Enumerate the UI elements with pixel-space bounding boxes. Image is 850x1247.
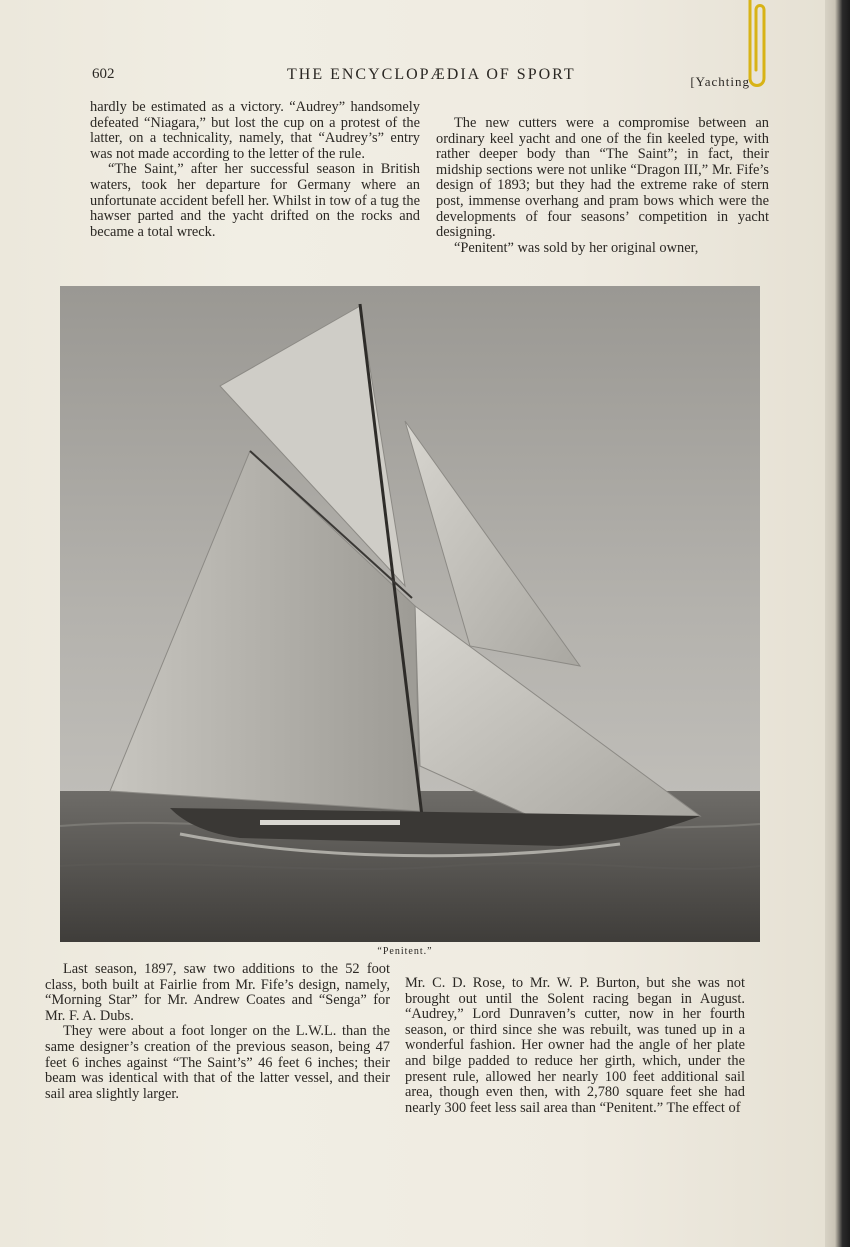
section-tag: [Yachting: [690, 74, 750, 89]
text-column-top-left: [90, 100, 420, 240]
paragraph: The new cutters were a compromise between an ordinary keel yacht and one of the fin keeled type, with rather deeper body than “The Saint”; in fact, their midship sections were not unlike “Dragon III,” Mr. Fife’s design of 1893; but they had the extreme rake of stern post, immense overhang and pram bows which were the developments of four seasons’ competition in yacht designing.: [436, 115, 769, 241]
paragraph: Last season, 1897, saw two additions to the 52 foot class, both built at Fairlie from Mr. Fife’s design, namely, “Morning Star” for Mr. Andrew Coates and “Senga” for Mr. F. A. Dubs.: [45, 961, 390, 1024]
running-title: THE ENCYCLOPÆDIA OF SPORT: [287, 66, 576, 83]
text-column-bottom-right: [405, 976, 745, 1116]
paragraph: “Penitent” was sold by her original owner,: [454, 239, 699, 256]
yacht-photograph: [60, 286, 760, 942]
paragraph: “The Saint,” after her successful season in British waters, took her departure for Germany where an unfortunate accident befell her. Whilst in tow of a tug the hawser parted and the yacht drifted on the rocks and became a total wreck.: [90, 161, 420, 240]
text-column-bottom-left: [45, 962, 390, 1102]
paragraph: They were about a foot longer on the L.W.L. than the same designer’s creation of the previous season, being 47 feet 6 inches against “The Saint’s” 46 feet 6 inches; their beam was identical with that of the latter vessel, and their sail area slightly larger.: [45, 1023, 390, 1102]
page-header: [92, 66, 750, 90]
book-binding-edge: [825, 0, 850, 1247]
paper-clip-icon: [742, 0, 772, 92]
yacht-illustration: [60, 286, 760, 942]
figure-caption: “Penitent.”: [377, 946, 433, 957]
text-column-top-right: [436, 116, 769, 256]
paragraph: hardly be estimated as a victory. “Audrey” handsomely defeated “Niagara,” but lost the cup on a protest of the latter, on a technicality, namely, that “Audrey’s” entry was not made according to the letter of the rule.: [90, 99, 420, 162]
paragraph: Mr. C. D. Rose, to Mr. W. P. Burton, but she was not brought out until the Solent racing began in August. “Audrey,” Lord Dunraven’s cutter, now in her fourth season, or third since she was rebuilt, was tuned up in a wonderful fashion. Her owner had the angle of her plate and bilge padded to reduce her girth, which, under the present rule, allowed her nearly 100 feet additional sail area, though even then, with 2,780 square feet she had nearly 300 feet less sail area than “Penitent.” The effect of: [405, 975, 745, 1116]
page-number: 602: [92, 66, 115, 82]
